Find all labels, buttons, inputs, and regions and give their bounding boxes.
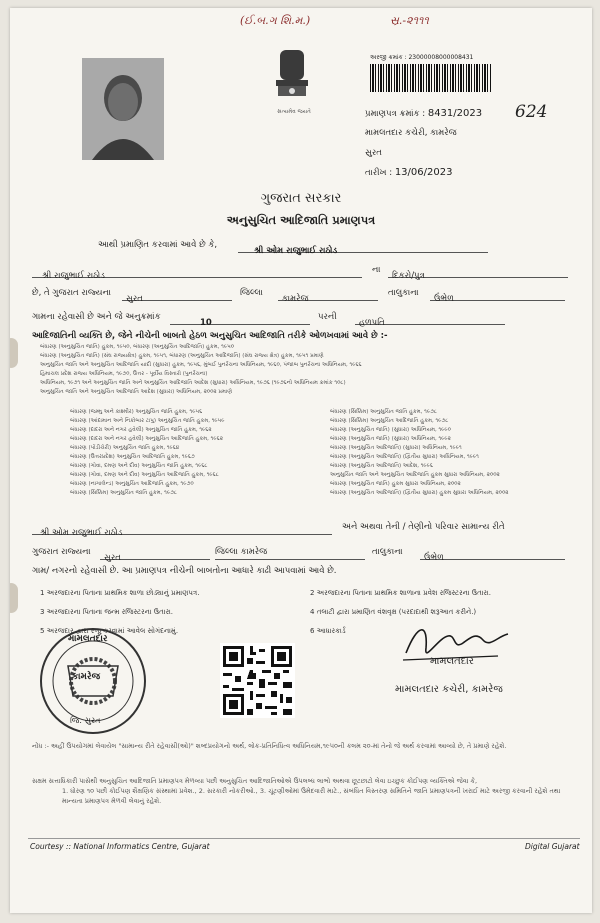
document-item xyxy=(40,603,310,622)
taluka-name: ઉંભેળ xyxy=(434,294,454,304)
document-number: 1 xyxy=(40,589,45,597)
certificate-title: અનુસુચિત આદિજાતિ પ્રમાણપત્ર xyxy=(226,213,376,227)
serial-number: 10 xyxy=(200,318,212,328)
state-row-label: છે, તે ગુજરાત રાજ્યના xyxy=(32,288,111,298)
legal-order-item: બંધારણ (અનુસુચિત જાતિ) (સુધારા) અધિનિયમ, ૧૯૯૨ xyxy=(330,436,451,442)
document-number: 3 xyxy=(40,608,45,616)
certificate-number: 8431/2023 xyxy=(427,108,483,119)
legal-order-item: બંધારણ (દાદરા અને નગર હવેલી) અનુસુચિત જાતિ હુકમ, ૧૯૬૨ xyxy=(70,427,212,433)
issue-date: 13/06/2023 xyxy=(394,167,453,178)
document-text: આધારકાર્ડ xyxy=(316,627,346,635)
legal-order-item: બંધારણ (આંદામાન અને નિકોબાર ટાપુ) અનુસુચિત જાતિ હુકમ, ૧૯૫૯ xyxy=(70,418,225,424)
handwritten-note-top: (ઈ.બ.ગ શિ.મ.) xyxy=(240,14,311,27)
issuing-city: સુરત xyxy=(365,148,382,158)
district-field-2 xyxy=(215,545,365,560)
legal-order-line: અધિનિયમ, ૧૯૭૧ અને અનુસુચિત જાતિ અને અનુસુચિત આદિજાતિ આદેશ (સુધારા) અધિનિયમ, ૧૯૭૬ (૧૯૭૬નો અધિનિયમ ક્રમાંક ૧૦૮) xyxy=(40,380,346,386)
legal-order-item: બંધારણ (પોંડીચેરી) અનુસુચિત જાતિ હુકમ, ૧૯૬૪ xyxy=(70,445,180,451)
district-name-2: કામરેજ xyxy=(240,547,268,557)
caste-name: હળપતિ xyxy=(359,318,385,328)
document-text: અરજદાર દ્વારા રજુ કરવામાં આવેલ સોગંદનામું. xyxy=(46,627,179,635)
legal-order-item: બંધારણ (નાગાલેન્ડ) અનુસુચિત આદિજાતિ હુકમ, ૧૯૭૦ xyxy=(70,481,194,487)
signatory-office: મામલતદાર કચેરી, કામરેજ xyxy=(395,684,503,695)
qr-code xyxy=(220,643,295,718)
handwritten-number-top: સ્ર.-૨૧૧૧ xyxy=(390,14,429,27)
footer-courtesy: Courtesy :: National Informatics Centre, Gujarat xyxy=(30,842,210,851)
legal-order-item: બંધારણ (સિક્કિમ) અનુસુચિત જાતિ હુકમ, ૧૯૭૮ xyxy=(330,409,437,415)
district-field xyxy=(278,286,378,304)
taluka-label-2: તાલુકાના xyxy=(372,547,403,557)
village-field-2 xyxy=(100,545,210,563)
relation-field xyxy=(388,263,568,281)
document-text: તલાટી દ્વારા પ્રમાણિત વંશવૃક્ષ (પરદાદાથી શરૂઆત કરીને.) xyxy=(316,608,477,616)
issuing-office: મામલતદાર કચેરી, કામરેજ xyxy=(365,128,457,138)
document-number: 2 xyxy=(310,589,315,597)
seal-text-bottom: જિ. સુરત xyxy=(70,716,101,725)
legal-order-item: બંધારણ (સિક્કિમ) અનુસુચિત જાતિ હુકમ, ૧૯૭૮ xyxy=(70,490,177,496)
certificate-number-row xyxy=(365,108,482,119)
legal-order-item: બંધારણ (અનુસુચિત જાતિ) હુકમ સુધારા અધિનિયમ, ૨૦૦૨ xyxy=(330,481,461,487)
legal-order-line: અનુસુચિત જાતિ અને અનુસુચિત આદિજાતિ આદેશ (સુધારા) અધિનિયમ, ૨૦૦૨ પ્રમાણે xyxy=(40,389,233,395)
issue-date-label: તારીખ : xyxy=(365,168,393,178)
government-title: ગુજરાત સરકાર xyxy=(260,191,342,206)
barcode-number: અરજી ક્રમાંક : 23000008000008431 xyxy=(370,54,474,61)
legal-order-item: બંધારણ (ગોવા, દમણ અને દીવ) અનુસુચિત આદિજાતિ હુકમ, ૧૯૬૮ xyxy=(70,472,219,478)
certificate-page xyxy=(10,8,592,913)
document-number: 4 xyxy=(310,608,315,616)
applicant-name-2: શ્રી ઓમ રાજુભાઈ રાઠોડ xyxy=(40,528,123,538)
name-field xyxy=(238,238,488,256)
document-item xyxy=(310,584,580,603)
seal-text-middle: કામરેજ xyxy=(72,672,101,682)
legal-order-item: બંધારણ (અનુસુચિત આદિજાતિ) (દ્વિતીય સુધારા) હુકમ સુધારા અધિનિયમ, ૨૦૦૨ xyxy=(330,490,509,496)
taluka-field-2 xyxy=(420,545,565,563)
legal-order-item: બંધારણ (અનુસુચિત આદિજાતિ) (સુધારા) અધિનિયમ, ૧૯૯૧ xyxy=(330,445,462,451)
document-text: અરજદારના પિતાના જન્મ રજિસ્ટરના ઉતારા. xyxy=(46,608,174,616)
legal-order-line: બંધારણ (અનુસુચિત જાતિ) (સંઘ રાજ્યક્ષેત્ર) હુકમ, ૧૯૫૧, બંધારણ (અનુસુચિત આદિજાતિ) (સંઘ રાજ્ય ક્ષેત્ર) હુકમ, ૧૯૫૧ પ્રમાણે xyxy=(40,353,324,359)
relation-value: દિકરો/પુત્ર xyxy=(392,271,425,281)
issue-date-row xyxy=(365,167,452,178)
village-name-2: સુરત xyxy=(104,553,121,563)
district-label-text-2: જિલ્લા xyxy=(215,547,238,557)
legal-order-item: બંધારણ (અનુસુચિત જાતિ) (સુધારા) અધિનિયમ, ૧૯૯૦ xyxy=(330,427,451,433)
legal-order-item: બંધારણ (જમ્મુ અને કાશ્મીર) અનુસુચિત જાતિ હુકમ, ૧૯૫૬ xyxy=(70,409,203,415)
legal-order-item: બંધારણ (અનુસુચિત આદિજાતિ) આદેશ, ૧૯૯૬ xyxy=(330,463,433,469)
resident-label: ગામના રહેવાસી છે અને જે અનુક્રમાંક xyxy=(32,312,161,322)
signatory-title: મામલતદાર xyxy=(430,656,474,667)
serial-field xyxy=(170,310,310,328)
district-label: જિલ્લા xyxy=(240,288,263,298)
declaration-text: આદિજાતિની વ્યક્તિ છે, જેને નીચેની બાબતો હેઠળ અનુસુચિત આદિજાતિ તરીકે ઓળખવામાં આવે છે :- xyxy=(32,331,388,341)
document-item xyxy=(40,584,310,603)
punch-hole xyxy=(10,583,18,613)
legal-order-line: હિમાચલ પ્રદેશ રાજ્ય અધિનિયમ, ૧૯૭૦, ઉત્તર - પૂર્વીય વિસ્તારો (પુનર્રચના) xyxy=(40,371,208,377)
basis-text: ગામ/ નગરનો રહેવાસી છે. આ પ્રમાણપત્ર નીચેની બાબતોના આધારે કાઢી આપવામાં આવે છે. xyxy=(32,566,337,576)
legal-order-line: અનુસુચિત જાતિ અને અનુસુચિત આદિજાતિ યાદી (સુધારા) હુકમ, ૧૯૫૬, મુંબઈ પુનર્રચના અધિનિયમ, ૧૯૬૦, પંજાબ પુનર્રચના અધિનિયમ, ૧૯૬૬ xyxy=(40,362,362,368)
barcode xyxy=(370,64,492,92)
relation-label: ના xyxy=(372,265,381,275)
district-name: કામરેજ xyxy=(282,294,309,304)
legal-order-item: અનુસુચિત જાતિ અને અનુસુચિત આદિજાતિ હુકમ સુધારા અધિનિયમ, ૨૦૦૨ xyxy=(330,472,500,478)
applicant-photo xyxy=(82,58,164,160)
legal-order-item: બંધારણ (અનુસુચિત આદિજાતિ) (દ્વિતીય સુધારા) અધિનિયમ, ૧૯૯૧ xyxy=(330,454,479,460)
father-name-field xyxy=(32,263,362,281)
handwritten-cert-suffix: 624 xyxy=(515,102,548,122)
village-name: સુરત xyxy=(126,294,143,304)
legal-orders-block xyxy=(40,343,570,397)
legal-order-item: બંધારણ (સિક્કિમ) અનુસુચિત આદિજાતિ હુકમ, ૧૯૭૮ xyxy=(330,418,449,424)
office-seal-stamp xyxy=(38,626,148,736)
emblem-motto: સત્યમેવ જયતે xyxy=(277,109,311,115)
legal-order-item: બંધારણ (ઉત્તરપ્રદેશ) અનુસુચિત આદિજાતિ હુકમ, ૧૯૬૭ xyxy=(70,454,195,460)
note-text: નોંધ :- અહીં ઉપયોગમાં લેવાયેલ "સામાન્ય રીતે રહેવાસી(ઓ)" શબ્દપ્રયોગનો અર્થ, લોક-પ્રતિનિધિત્વ અધિનિયમ,૧૯૫૦ની કલમ ૨૦-માં તેનો જે અર્થ કરવામાં આવ્યો છે, તે પ્રમાણે રહેશે. xyxy=(32,742,507,750)
document-text: અરજદારના પિતાના પ્રાથમિક શાળાના પ્રવેશ રજિસ્ટરના ઉતારા. xyxy=(316,589,491,597)
document-number: 5 xyxy=(40,627,45,635)
caste-label: પરની xyxy=(318,312,337,322)
taluka-name-2: ઉંભેળ xyxy=(424,553,444,563)
applicant-name: શ્રી ઓમ રાજુભાઈ રાઠોડ xyxy=(254,246,338,256)
document-text: અરજદારના પિતાના પ્રાથમિક શાળા છોડ્યાનું પ્રમાણપત્ર. xyxy=(46,589,200,597)
instructions-block xyxy=(32,776,577,806)
instructions-intro: સક્ષમ સત્તાધિકારી પાસેથી અનુસુચિત આદિજાતિ પ્રમાણપત્ર મેળવ્યા પછી અનુસુચિત આદિજાતિઓએ ઉપલબ્ધ લાભો અથવા છૂટછાટો લેવા ઇચ્છુક કોઈપણ વ્યક્તિએ જેવા કે, xyxy=(32,777,478,785)
certificate-number-label: પ્રમાણપત્ર ક્રમાંક : xyxy=(365,109,426,119)
legal-order-item: બંધારણ (ગોવા, દમણ અને દીવ) અનુસુચિત જાતિ હુકમ, ૧૯૬૮ xyxy=(70,463,208,469)
family-text: અને અથવા તેની / તેણીનો પરિવાર સામાન્ય રીતે xyxy=(342,522,505,532)
punch-hole xyxy=(10,338,18,368)
father-name: શ્રી રાજુભાઈ રાઠોડ xyxy=(42,271,105,281)
legal-order-item: બંધારણ (દાદરા અને નગર હવેલી) અનુસુચિત આદિજાતિ હુકમ, ૧૯૬૨ xyxy=(70,436,223,442)
legal-orders-left-column xyxy=(70,408,300,498)
legal-order-line: બંધારણ (અનુસુચિત જાતિ) હુકમ, ૧૯૫૦, બંધારણ (અનુસુચિત આદિજાતિ) હુકમ, ૧૯૫૦ xyxy=(40,344,235,350)
caste-field xyxy=(355,310,505,328)
taluka-label: તાલુકાના xyxy=(388,288,419,298)
seal-text-top: મામલતદાર xyxy=(68,634,108,644)
document-number: 6 xyxy=(310,627,315,635)
instructions-list: 1. ધોરણ ૧૦ પછી કોઈપણ શૈક્ષણિક સંસ્થામાં પ્રવેશ., 2. સરકારી નોકરીઓ., 3. ચૂંટણીઓમાં ઉમેદવારી માટે., સંબંધિત વિસ્તરણ સમિતિને જાતિ પ્રમાણપત્રની ખરાઈ માટે અરજી કરવાની રહેશે તથા માન્યતા પ્રમાણપત્ર મેળવી લેવાનું રહેશે. xyxy=(62,787,561,805)
village-field xyxy=(122,286,232,304)
footer-brand: Digital Gujarat xyxy=(525,842,580,851)
applicant-name-field-2 xyxy=(32,520,332,538)
certify-text: આથી પ્રમાણિત કરવામાં આવે છે કે, xyxy=(98,240,218,250)
legal-orders-right-column xyxy=(330,408,570,498)
national-emblem-icon xyxy=(272,46,312,108)
state-label-2: ગુજરાત રાજ્યના xyxy=(32,547,91,557)
footer-divider xyxy=(28,838,580,839)
taluka-field xyxy=(430,286,565,304)
